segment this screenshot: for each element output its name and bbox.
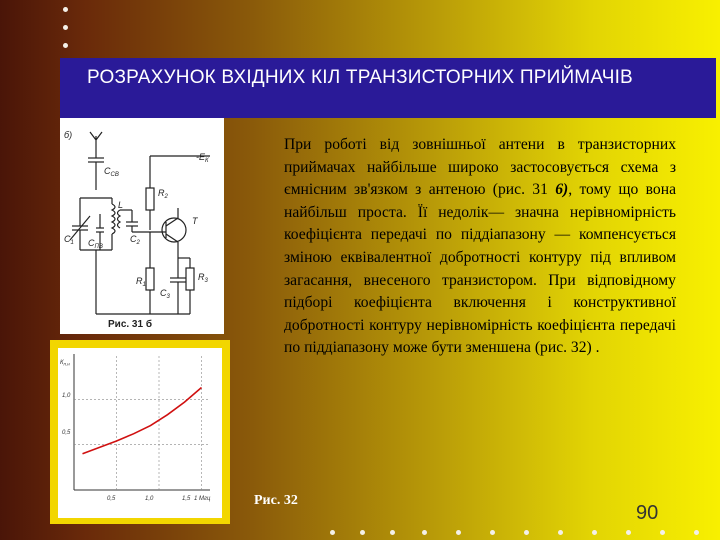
label-r3: $R_3$ [198, 272, 208, 284]
figure-32-caption: Рис. 32 [254, 493, 298, 508]
x-tick-label: 1,5 [182, 496, 191, 502]
series-line [83, 388, 202, 454]
label-c3: $C_3$ [160, 288, 170, 300]
y-tick-label: 0,5 [62, 430, 71, 436]
body-line: транзисторних приймачах найбільше широко [284, 136, 676, 176]
body-line: компенсується зміною еквівалентної [284, 226, 677, 266]
x-tick-label: 1,0 [145, 496, 154, 502]
label-c-sv: $C_{СВ}$ [104, 166, 119, 178]
page-number: 90 [636, 502, 659, 524]
body-line: добротності контуру під впливом загасання, [284, 248, 677, 289]
body-line: нерівномірність коефіцієнта передачі по [284, 316, 676, 357]
label-r1: $R_1$ [136, 276, 146, 288]
body-line: підборі коефіцієнта включення і [284, 294, 552, 312]
y-tick-label: 1,0 [62, 393, 71, 399]
body-line: внесеного транзистором. При відповідному [363, 271, 676, 289]
label-t: Т [192, 216, 198, 226]
body-line: коефіцієнта передачі по піддіапазону — [284, 226, 571, 244]
label-c1: $C_1$ [64, 234, 74, 246]
circuit-schematic [60, 118, 224, 334]
body-line: застосовується схема з ємнісним зв'язком з [284, 158, 676, 199]
slide-title: РОЗРАХУНОК ВХІДНИХ КІЛ ТРАНЗИСТОРНИХ ПРИЙМАЧІВ [87, 67, 633, 88]
label-ek: $-Е_К$ [196, 152, 209, 164]
circuit-diagram [60, 118, 224, 334]
figure-31-caption: Рис. 31 б [108, 319, 153, 330]
body-line: При роботі від зовнішньої антени в [284, 136, 565, 153]
label-l: L [118, 200, 124, 210]
label-c2: $C_2$ [130, 234, 140, 246]
line-chart [58, 348, 222, 518]
body-line: , тому що вона найбільш [284, 181, 676, 221]
body-line: антеною (рис. 31 [428, 181, 548, 199]
body-paragraph [284, 134, 676, 360]
y-axis-label: $К_{п.н}$ [60, 360, 70, 367]
body-line: проста. Її недолік— значна нерівномірність [357, 203, 676, 221]
figure-label-b: б) [64, 130, 73, 140]
label-r2: $R_2$ [158, 188, 168, 200]
x-axis-unit: 1 Мгц [194, 496, 211, 502]
label-c-pv: $C_{ПВ}$ [88, 238, 103, 250]
x-tick-label: 0,5 [107, 496, 116, 502]
chart-svg [58, 348, 222, 518]
figure-reference: 6) [555, 181, 569, 199]
body-line: піддіапазону може бути зменшена (рис. 32) . [304, 339, 600, 357]
body-line: конструктивної добротності контуру [284, 294, 676, 334]
